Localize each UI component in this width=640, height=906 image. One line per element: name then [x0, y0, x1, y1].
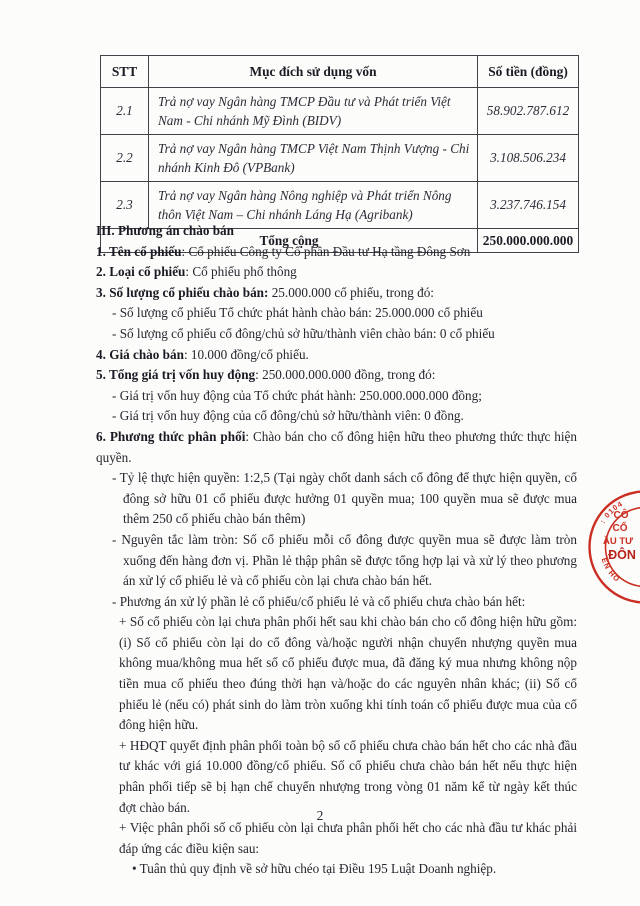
section-heading: III. Phương án chào bán — [96, 223, 234, 238]
row-amount: 58.902.787.612 — [478, 88, 579, 135]
total-amount: 250.000.000.000 — [478, 229, 579, 253]
row-purpose: Trả nợ vay Ngân hàng Nông nghiệp và Phát triển Nông thôn Việt Nam – Chi nhánh Láng Hạ (Agribank) — [149, 182, 478, 229]
seal-arc-top-text: : 0104 — [598, 498, 625, 526]
row-purpose: Trả nợ vay Ngân hàng TMCP Việt Nam Thịnh Vượng - Chi nhánh Kinh Đô (VPBank) — [149, 135, 478, 182]
header-stt: STT — [101, 56, 149, 88]
item-text: : Cổ phiếu phổ thông — [185, 264, 297, 280]
item-total-value — [96, 365, 577, 386]
seal-line4: ĐÔN — [608, 548, 636, 562]
item-share-quantity — [96, 283, 577, 304]
item-distribution-method — [96, 427, 577, 468]
seal-line2: CỔ — [612, 523, 628, 534]
plus-item: + Số cổ phiếu còn lại chưa phân phối hết sau khi chào bán cho cổ đông hiện hữu gồm: (i) Số cổ phiếu còn lại do cổ đông và/hoặc người nhận chuyển nhượng quyền mua không mua/không mua hết số cổ phiếu được mua, đã đăng ký mua nhưng không nộp tiền mua cổ phiếu theo đúng thời hạn và/hoặc do các nguyên nhân khác; (ii) Số cổ phiếu lẻ (nếu có) phát sinh do làm tròn xuống khi tính toán cổ phiếu được mua của cổ đông hiện hữu. — [119, 614, 577, 733]
seal-line1: CÔ — [613, 510, 629, 521]
table-header-row — [101, 56, 579, 88]
table-row — [101, 88, 579, 135]
item-label: 5. Tổng giá trị vốn huy động — [96, 367, 256, 383]
plus-item: + Việc phân phối số cổ phiếu còn lại chưa phân phối hết cho các nhà đầu tư khác phải đáp ứng các điều kiện sau: — [119, 820, 577, 856]
seal-line3: ẦU TƯ — [602, 536, 634, 547]
item-label: 1. Tên cổ phiếu — [96, 243, 182, 259]
row-amount: 3.108.506.234 — [478, 135, 579, 182]
item-share-type — [96, 262, 577, 283]
header-amount: Số tiền (đồng) — [478, 56, 579, 88]
seal-arc-bottom-text: ÊN HO — [599, 556, 623, 585]
item-label: 3. Số lượng cổ phiếu chào bán: — [96, 284, 269, 300]
page-number: 2 — [316, 808, 324, 823]
row-purpose: Trả nợ vay Ngân hàng TMCP Đầu tư và Phát triển Việt Nam - Chi nhánh Mỹ Đình (BIDV) — [149, 88, 478, 135]
item-text: : Chào bán cho cổ đông hiện hữu theo phương thức thực hiện quyền. — [96, 428, 577, 465]
item-share-name — [96, 242, 577, 263]
row-amount: 3.237.746.154 — [478, 182, 579, 229]
bullet-item: • Tuân thủ quy định về sở hữu chéo tại Điều 195 Luật Doanh nghiệp. — [132, 861, 497, 877]
sub-item: - Giá trị vốn huy động của cổ đông/chủ sở hữu/thành viên: 0 đồng. — [112, 408, 464, 424]
item-label: 6. Phương thức phân phối — [96, 428, 246, 444]
item-offer-price — [96, 345, 577, 366]
section-offering-plan — [96, 221, 577, 880]
company-seal — [584, 486, 640, 608]
item-text: : 10.000 đồng/cổ phiếu. — [183, 346, 309, 362]
row-stt: 2.1 — [101, 88, 149, 135]
sub-item: - Nguyên tắc làm tròn: Số cổ phiếu mỗi cổ đông được quyền mua sẽ được làm tròn xuống đến hàng đơn vị. Phần lẻ thập phân sẽ được tổng hợp lại và xử lý theo phương án xử lý cổ phiếu lẻ và cổ phiếu còn lại chưa chào bán hết. — [112, 531, 577, 589]
row-stt: 2.2 — [101, 135, 149, 182]
sub-item: - Số lượng cổ phiếu Tổ chức phát hành chào bán: 25.000.000 cổ phiếu — [112, 305, 483, 321]
sub-item: - Giá trị vốn huy động của Tổ chức phát hành: 250.000.000.000 đồng; — [112, 387, 482, 403]
sub-item: - Phương án xử lý phần lẻ cổ phiếu/cổ phiếu lẻ và cổ phiếu chưa chào bán hết: — [112, 593, 526, 609]
item-text: 25.000.000 cổ phiếu, trong đó: — [268, 284, 434, 300]
sub-item: - Số lượng cổ phiếu cổ đông/chủ sở hữu/thành viên chào bán: 0 cổ phiếu — [112, 325, 495, 341]
total-label: Tổng cộng — [101, 229, 478, 253]
item-text: : 250.000.000.000 đồng, trong đó: — [255, 367, 436, 383]
sub-item: - Tỷ lệ thực hiện quyền: 1:2,5 (Tại ngày chốt danh sách cổ đông để thực hiện quyền, cổ đông sở hữu 01 cổ phiếu được hưởng 01 quyền mua; 100 quyền mua sẽ được mua thêm 250 cổ phiếu chào bán thêm) — [112, 470, 577, 527]
header-purpose: Mục đích sử dụng vốn — [149, 56, 478, 88]
item-label: 4. Giá chào bán — [96, 346, 184, 362]
table-row — [101, 135, 579, 182]
plus-item: + HĐQT quyết định phân phối toàn bộ số cổ phiếu chưa chào bán hết cho các nhà đầu tư khác với giá 10.000 đồng/cổ phiếu. Số cổ phiếu chưa chào bán hết nếu thực hiện phân phối tiếp sẽ bị hạn chế chuyển nhượng trong vòng 01 năm kể từ ngày kết thúc đợt chào bán. — [119, 737, 577, 815]
item-text: : Cổ phiếu Công ty Cổ phần Đầu tư Hạ tầng Đông Sơn — [181, 243, 471, 259]
item-label: 2. Loại cổ phiếu — [96, 264, 186, 280]
row-stt: 2.3 — [101, 182, 149, 229]
company-seal-icon — [584, 486, 640, 608]
